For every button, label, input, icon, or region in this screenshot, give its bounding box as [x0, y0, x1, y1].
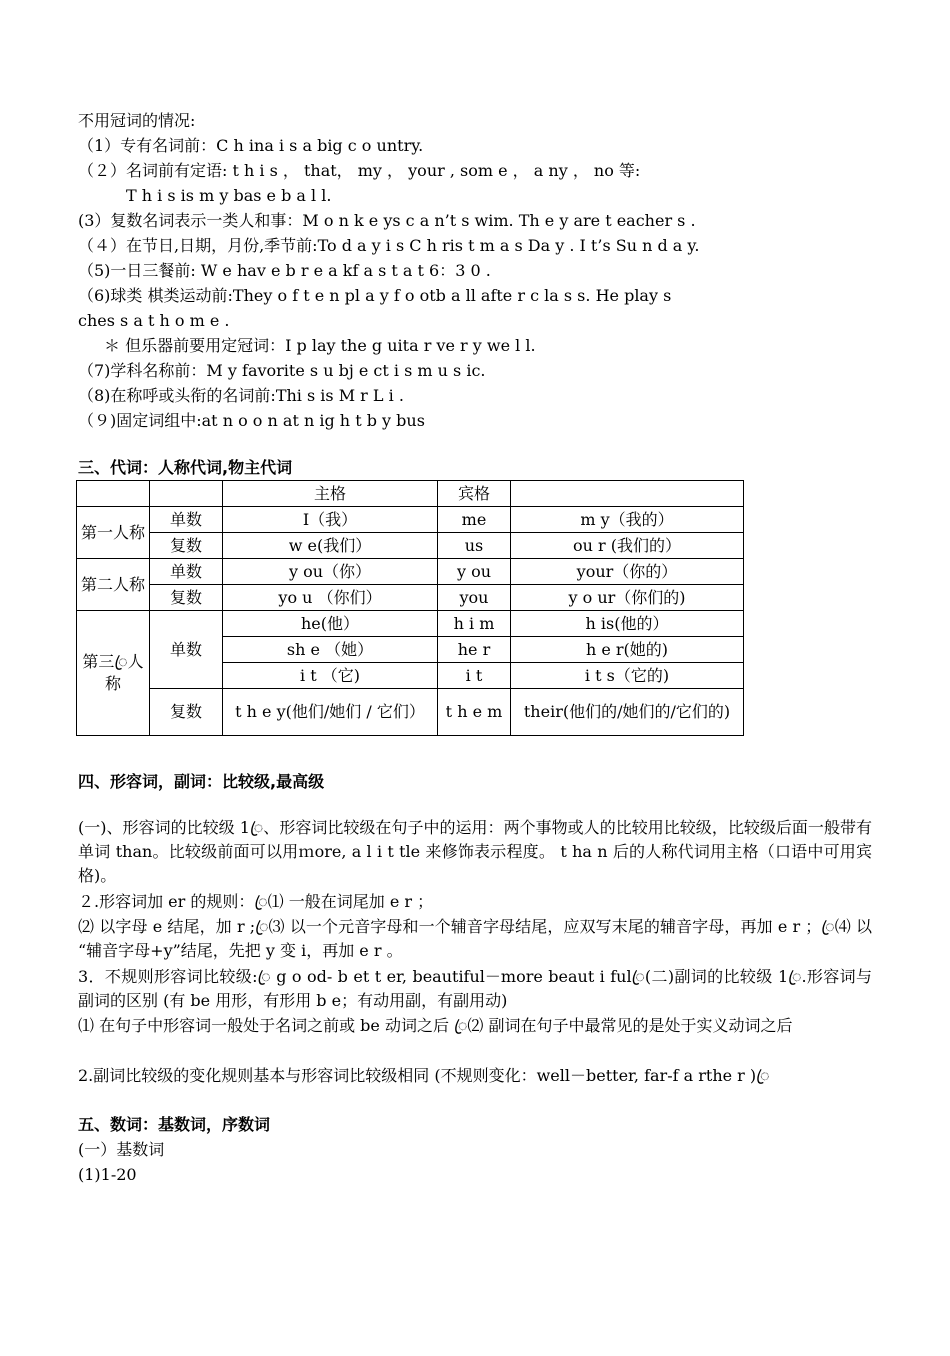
table-row [77, 611, 744, 637]
objective-cell: he r [438, 637, 511, 663]
adjectives-paragraph-5: ⑴ 在句子中形容词一般处于名词之前或 be 动词之后 ꦿ⑵ 副词在句子中最常见的是处于实义动词之后 [78, 1016, 793, 1035]
person-third: 第三ꦿ人称 [77, 611, 150, 736]
article-rule-8: （8)在称呼或头衔的名词前:Thi s is M r L i . [78, 386, 404, 405]
objective-cell: h i m [438, 611, 511, 637]
number-singular: 单数 [150, 507, 223, 533]
possessive-cell: your（你的） [511, 559, 744, 585]
table-row [77, 585, 744, 611]
possessive-cell: ou r (我们的） [511, 533, 744, 559]
subjective-cell: i t （它) [223, 663, 438, 689]
objective-cell: you [438, 585, 511, 611]
table-row [77, 559, 744, 585]
header-objective: 宾格 [438, 481, 511, 507]
possessive-cell: i t s（它的) [511, 663, 744, 689]
article-rule-9: （９)固定词组中:at n o o n at n ig h t b y bus [78, 411, 425, 430]
subjective-cell: yo u （你们） [223, 585, 438, 611]
objective-cell: y ou [438, 559, 511, 585]
objective-cell: i t [438, 663, 511, 689]
number-singular: 单数 [150, 559, 223, 585]
table-header-cell [150, 481, 223, 507]
subjective-cell: I（我） [223, 507, 438, 533]
possessive-cell: y o ur（你们的) [511, 585, 744, 611]
person-first: 第一人称 [77, 507, 150, 559]
adjectives-paragraph-3: ⑵ 以字母 e 结尾，加 r ;ꦿ⑶ 以一个元音字母和一个辅音字母结尾，应双写末尾的辅音字母，再加 e r ；ꦿ⑷ 以 “辅音字母+y”结尾，先把 y 变 i，再加 e r 。 [78, 917, 872, 960]
number-plural: 复数 [150, 689, 223, 736]
table-row [77, 481, 744, 507]
possessive-cell: their(他们的/她们的/它们的) [511, 689, 744, 736]
articles-intro: 不用冠词的情况: [78, 111, 196, 130]
article-rule-2: （２）名词前有定语: t h i s ， that， my ， your , som e ， a ny ， no 等: [78, 161, 641, 180]
table-header-cell [511, 481, 744, 507]
article-note-instruments: ＊ 但乐器前要用定冠词：I p lay the g uita r ve r y we l l. [104, 336, 536, 355]
number-plural: 复数 [150, 533, 223, 559]
subjective-cell: sh e （她） [223, 637, 438, 663]
article-rule-6-cont: ches s a t h o m e . [78, 311, 230, 330]
adjectives-paragraph-6: 2.副词比较级的变化规则基本与形容词比较级相同 (不规则变化：well－better, far-f a rthe r )ꦿ [78, 1066, 770, 1085]
table-header-cell [77, 481, 150, 507]
article-rule-7: （7)学科名称前：M y favorite s u bj e ct i s m u s ic. [78, 361, 486, 380]
person-second: 第二人称 [77, 559, 150, 611]
numerals-heading: 五、数词：基数词，序数词 [78, 1115, 271, 1134]
objective-cell: me [438, 507, 511, 533]
table-row [77, 689, 744, 736]
subjective-cell: w e(我们） [223, 533, 438, 559]
table-row [77, 533, 744, 559]
number-plural: 复数 [150, 585, 223, 611]
possessive-cell: h is(他的） [511, 611, 744, 637]
adjectives-paragraph-2: ２.形容词加 er 的规则：ꦿ⑴ 一般在词尾加 e r ； [78, 892, 434, 911]
article-rule-3: (3）复数名词表示一类人和事：M o n k e ys c a n’t s wim. Th e y are t eacher s . [78, 211, 696, 230]
pronouns-heading: 三、代词：人称代词,物主代词 [78, 458, 293, 477]
possessive-cell: m y（我的） [511, 507, 744, 533]
objective-cell: us [438, 533, 511, 559]
pronoun-table [76, 480, 744, 736]
adjectives-paragraph-4: 3．不规则形容词比较级:ꦿ g o od- b et t er, beautiful－more beaut i fulꦿ(二)副词的比较级 1ꦿ.形容词与副词的区别 (有 be 用形，有形用 b e；有动用副，有副用动) [78, 967, 872, 1010]
header-subjective: 主格 [223, 481, 438, 507]
numerals-item: (1)1-20 [78, 1165, 137, 1184]
article-rule-1: （1）专有名词前：C h ina i s a big c o untry. [78, 136, 424, 155]
numerals-subheading: (一）基数词 [78, 1140, 165, 1159]
article-rule-5: （5)一日三餐前: W e hav e b r e a kf a s t a t 6：3 0 . [78, 261, 491, 280]
number-singular: 单数 [150, 611, 223, 689]
objective-cell: t h e m [438, 689, 511, 736]
article-rule-4: （４）在节日,日期，月份,季节前:To d a y i s C h ris t m a s Da y . I t’s Su n d a y. [78, 236, 700, 255]
subjective-cell: t h e y(他们/她们 / 它们） [223, 689, 438, 736]
possessive-cell: h e r(她的) [511, 637, 744, 663]
subjective-cell: y ou（你） [223, 559, 438, 585]
article-rule-6: （6)球类 棋类运动前:They o f t e n pl a y f o otb a ll afte r c la s s. He play s [78, 286, 672, 305]
adjectives-paragraph-1: (一)、形容词的比较级 1ꦿ、形容词比较级在句子中的运用：两个事物或人的比较用比较级，比较级后面一般带有单词 than。比较级前面可以用ｍore, a l i t tle 来修饰表示程度。 t ha n 后的人称代词用主格（口语中可用宾格)。 [78, 818, 872, 885]
article-example-2: T h i s is m y bas e b a l l. [126, 186, 332, 205]
table-row [77, 507, 744, 533]
subjective-cell: he(他） [223, 611, 438, 637]
adjectives-heading: 四、形容词，副词：比较级,最高级 [78, 772, 325, 791]
